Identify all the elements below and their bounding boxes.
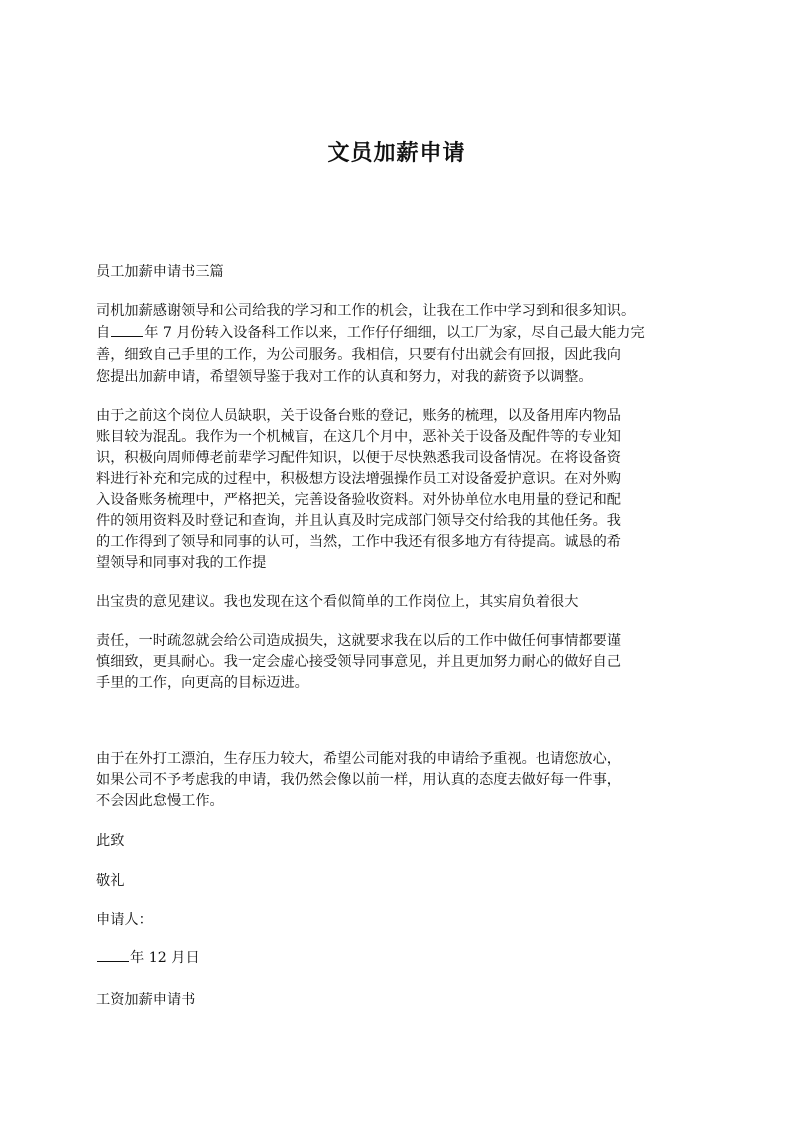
paragraph-4-line-3: 手里的工作，向更高的目标迈进。 xyxy=(96,675,309,691)
paragraph-2-line-6: 件的领用资料及时登记和查询，并且认真及时完成部门领导交付给我的其他任务。我 xyxy=(96,513,621,529)
paragraph-5-line-2: 如果公司不予考虑我的申请，我仍然会像以前一样，用认真的态度去做好每一件事， xyxy=(96,772,621,788)
paragraph-1-line-1: 司机加薪感谢领导和公司给我的学习和工作的机会，让我在工作中学习到和很多知识。 xyxy=(96,303,636,319)
date-suffix: 年 12 月日 xyxy=(130,950,200,966)
paragraph-2-line-4: 料进行补充和完成的过程中，积极想方设法增强操作员工对设备爱护意识。在对外购 xyxy=(96,471,621,487)
closing-text: 此致 xyxy=(96,833,125,849)
paragraph-5-line-3: 不会因此怠慢工作。 xyxy=(96,793,224,809)
paragraph-1-line-2-start: 自 xyxy=(96,325,111,341)
date-year-blank xyxy=(97,947,129,962)
year-blank xyxy=(111,322,143,337)
document-title: 文员加薪申请 xyxy=(327,141,466,166)
paragraph-2-line-3: 识，积极向周师傅老前辈学习配件知识，以便于尽快熟悉我司设备情况。在将设备资 xyxy=(96,450,621,466)
paragraph-2-line-1: 由于之前这个岗位人员缺职，关于设备台账的登记，账务的梳理，以及备用库内物品 xyxy=(96,408,621,424)
date-line xyxy=(96,947,706,968)
paragraph-2-line-8: 望领导和同事对我的工作提 xyxy=(96,555,267,571)
paragraph-2-line-5: 入设备账务梳理中，严格把关，完善设备验收资料。对外协单位水电用量的登记和配 xyxy=(96,492,621,508)
paragraph-4-line-2: 慎细致，更具耐心。我一定会虚心接受领导同事意见，并且更加努力耐心的做好自己 xyxy=(96,654,621,670)
paragraph-5-line-1: 由于在外打工漂泊，生存压力较大，希望公司能对我的申请给予重视。也请您放心， xyxy=(96,751,621,767)
applicant-label: 申请人： xyxy=(96,912,153,928)
paragraph-1-line-2 xyxy=(96,322,706,343)
next-section-heading: 工资加薪申请书 xyxy=(96,992,196,1008)
paragraph-3-line-1: 出宝贵的意见建议。我也发现在这个看似简单的工作岗位上，其实肩负着很大 xyxy=(96,594,579,610)
paragraph-4-line-1: 责任，一时疏忽就会给公司造成损失，这就要求我在以后的工作中做任何事情都要谨 xyxy=(96,633,621,649)
paragraph-2-line-2: 账目较为混乱。我作为一个机械盲，在这几个月中，恶补关于设备及配件等的专业知 xyxy=(96,429,621,445)
section-heading: 员工加薪申请书三篇 xyxy=(96,264,224,280)
salutation-text: 敬礼 xyxy=(96,873,125,889)
paragraph-1-line-3: 善，细致自己手里的工作，为公司服务。我相信，只要有付出就会有回报，因此我向 xyxy=(96,347,621,363)
paragraph-1-line-4: 您提出加薪申请，希望领导鉴于我对工作的认真和努力，对我的薪资予以调整。 xyxy=(96,369,593,385)
paragraph-2-line-7: 的工作得到了领导和同事的认可，当然，工作中我还有很多地方有待提高。诚恳的希 xyxy=(96,534,621,550)
paragraph-1-line-2-rest: 年 7 月份转入设备科工作以来，工作仔仔细细，以工厂为家，尽自己最大能力完 xyxy=(144,325,645,341)
